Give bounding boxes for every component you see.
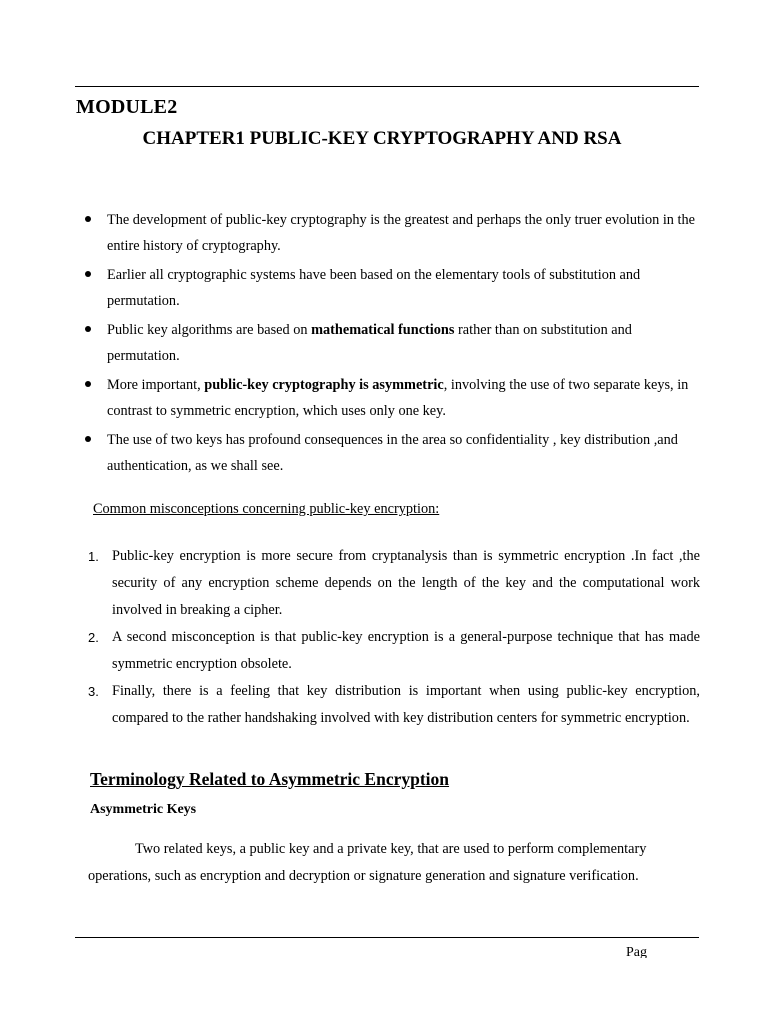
numbered-item bbox=[88, 678, 700, 732]
numbered-item bbox=[88, 624, 700, 678]
bullet-text: More important, bbox=[107, 377, 205, 393]
item-number: 1. bbox=[88, 549, 99, 564]
bullet-item bbox=[76, 262, 700, 314]
item-text: Public-key encryption is more secure from cryptanalysis than is symmetric encryption .In fact ,the security of any encryption scheme depends on the length of the key and the computational work involved in breaking a cipher. bbox=[112, 548, 700, 618]
bullet-text-tail: , involving the use of two separate keys, in contrast to symmetric encryption, which uses only one key. bbox=[107, 377, 689, 419]
item-text: Finally, there is a feeling that key distribution is important when using public-key encryption, compared to the rather handshaking involved with key distribution centers for symmetric encryption. bbox=[112, 683, 700, 726]
misconceptions-heading: Common misconceptions concerning public-key encryption: bbox=[93, 501, 440, 517]
page-number-label: Pag bbox=[626, 946, 647, 958]
footer-rule bbox=[75, 937, 699, 938]
misconceptions-list bbox=[88, 543, 700, 732]
bullet-dot-icon bbox=[85, 436, 91, 442]
asymmetric-keys-paragraph: Two related keys, a public key and a private key, that are used to perform complementary operations, such as encryption and decryption or signature generation and signature verification. bbox=[88, 841, 647, 884]
terminology-heading: Terminology Related to Asymmetric Encryption bbox=[90, 769, 450, 789]
item-number: 3. bbox=[88, 684, 99, 699]
asymmetric-keys-heading: Asymmetric Keys bbox=[90, 802, 197, 817]
bullet-item bbox=[76, 317, 700, 369]
bullet-item bbox=[76, 372, 700, 424]
bullet-text: The development of public-key cryptography is the greatest and perhaps the only truer evolution in the entire history of cryptography. bbox=[107, 212, 695, 254]
bullet-item bbox=[76, 207, 700, 259]
bullet-text: Earlier all cryptographic systems have been based on the elementary tools of substitution and permutation. bbox=[107, 267, 641, 309]
bullet-dot-icon bbox=[85, 326, 91, 332]
bullet-text: Public key algorithms are based on bbox=[107, 322, 312, 338]
item-number: 2. bbox=[88, 630, 99, 645]
header-rule bbox=[75, 86, 699, 87]
bullet-bold-text: public-key cryptography is asymmetric bbox=[204, 377, 444, 393]
bullet-dot-icon bbox=[85, 216, 91, 222]
bullet-list bbox=[76, 207, 700, 482]
bullet-bold-text: mathematical functions bbox=[311, 322, 455, 338]
module-title: MODULE2 bbox=[76, 96, 178, 118]
item-text: A second misconception is that public-key encryption is a general-purpose technique that has made symmetric encryption obsolete. bbox=[112, 629, 700, 672]
bullet-dot-icon bbox=[85, 271, 91, 277]
bullet-dot-icon bbox=[85, 381, 91, 387]
bullet-item bbox=[76, 427, 700, 479]
numbered-item bbox=[88, 543, 700, 624]
bullet-text-tail: rather than on substitution and permutation. bbox=[107, 322, 632, 364]
bullet-text: The use of two keys has profound consequences in the area so confidentiality , key distribution ,and authentication, as we shall see. bbox=[107, 432, 678, 474]
chapter-title: CHAPTER1 PUBLIC-KEY CRYPTOGRAPHY AND RSA bbox=[142, 128, 622, 149]
